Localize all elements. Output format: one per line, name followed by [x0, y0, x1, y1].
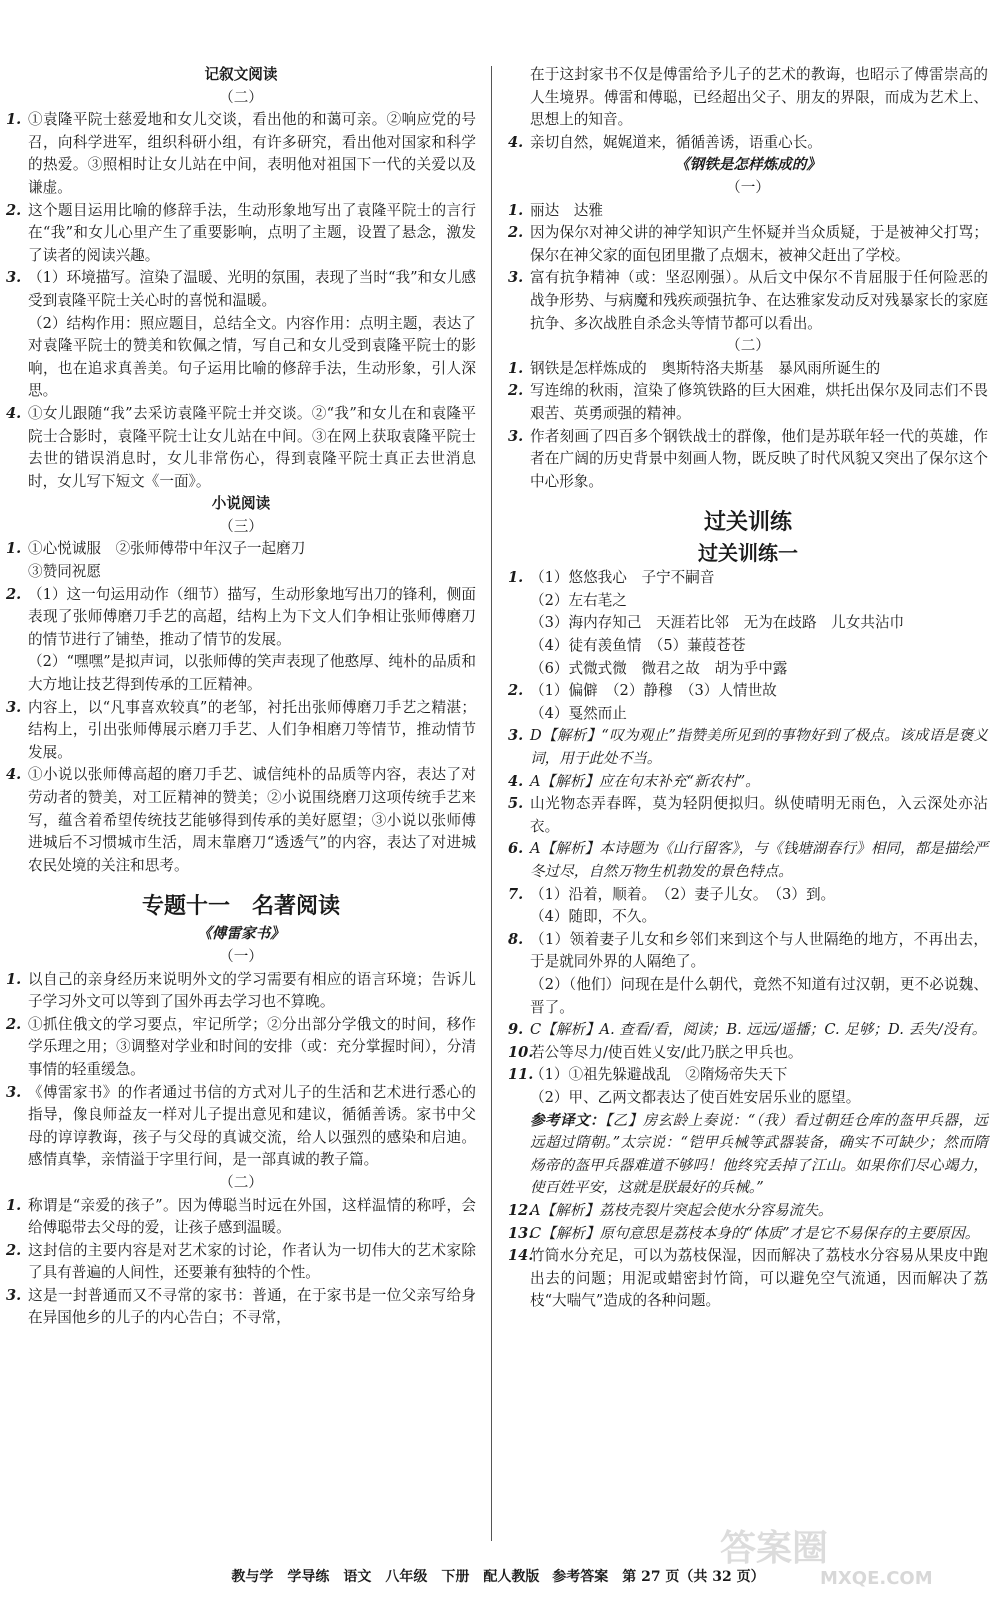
item-number: 10. [508, 1043, 534, 1061]
item-number: 4. [6, 404, 22, 422]
item-text: 这封信的主要内容是对艺术家的讨论，作者认为一切伟大的艺术家除了具有普遍的人间性，还要兼有独特的个性。 [28, 1241, 476, 1282]
section-sub: （二） [219, 88, 263, 106]
item-text: A【解析】荔枝壳裂片突起会使水分容易流失。 [530, 1201, 833, 1219]
footer-page-info: 参考答案 第 27 页（共 32 页） [552, 1569, 765, 1585]
section-sub: （二） [219, 1173, 263, 1191]
item-text: （1）①祖先躲避战乱 ②隋炀帝失天下 [530, 1066, 788, 1084]
answer-item [508, 680, 988, 703]
item-number: 3. [6, 1083, 22, 1101]
item-text: 若公等尽力/使百姓乂安/此乃朕之甲兵也。 [530, 1043, 803, 1061]
item-text: 写连绵的秋雨，渲染了修筑铁路的巨大困难，烘托出保尔及同志们不畏艰苦、英勇顽强的精神。 [530, 382, 988, 422]
item-continuation: 在于这封家书不仅是傅雷给予儿子的艺术的教诲，也昭示了傅雷崇高的人生境界。傅雷和傅聪，已经超出父子、朋友的界限，而成为艺术上、思想上的知音。 [530, 66, 988, 129]
item-number: 1. [6, 111, 22, 129]
item-text: 作者刻画了四百多个钢铁战士的群像，他们是苏联年轻一代的英雄，作者在广阔的历史背景中刻画人物，既反映了时代风貌又突出了保尔这个中心形象。 [530, 427, 988, 490]
item-text: 《傅雷家书》的作者通过书信的方式对儿子的生活和艺术进行悉心的指导，像良师益友一样对儿子提出意见和建议，循循善诱。家书中父母的谆谆教诲，孩子与父母的真诚交流，给人以强烈的感染和启迪。感情真挚，亲情溢于字里行间，是一部真诚的教子篇。 [28, 1083, 476, 1169]
reference-translation [508, 1110, 988, 1200]
translation-text: 【乙】房玄龄上奏说：“（我）看过朝廷仓库的盔甲兵器，远远超过隋朝。”太宗说：“铠甲兵械等武器装备，确实不可缺少；然而隋炀帝的盔甲兵器难道不够吗！他终究丢掉了江山。如果你们尽心竭力，使百姓平安，这就是朕最好的兵械。” [530, 1111, 988, 1197]
item-number: 1. [508, 569, 524, 587]
item-number: 4. [6, 766, 22, 784]
item-text: ①抓住俄文的学习要点，牢记所学；②分出部分学俄文的时间，移作学乐理之用；③调整对学业和时间的安排（或：充分掌握时间），分清事情的轻重缓急。 [28, 1015, 476, 1078]
answer-item [6, 969, 476, 1014]
item-number: 4. [508, 133, 524, 151]
item-number: 1. [508, 201, 524, 219]
item-number: 1. [6, 540, 22, 558]
item-number: 2. [508, 224, 524, 242]
item-text: 这个题目运用比喻的修辞手法，生动形象地写出了袁隆平院士的言行在“我”和女儿心里产生了重要影响，点明了主题，设置了悬念，激发了读者的阅读兴趣。 [28, 201, 476, 264]
watermark-logo: 答案圈 [720, 1528, 829, 1569]
item-number: 3. [508, 427, 524, 445]
answer-item [508, 426, 988, 494]
item-number: 1. [6, 1196, 22, 1214]
book-title: 《钢铁是怎样炼成的》 [675, 156, 821, 174]
answer-item [508, 929, 988, 974]
item-continuation: （4）戛然而止 [530, 704, 627, 722]
answer-item [508, 771, 988, 794]
item-continuation: （2）结构作用：照应题目，总结全文。内容作用：点明主题，表达了对袁隆平院士的赞美和钦佩之情，写自己和女儿受到袁隆平院士的影响，也在追求真善美。句子运用比喻的修辞手法，生动形象，引人深思。 [28, 314, 476, 400]
answer-item [508, 1245, 988, 1313]
answer-item [508, 132, 988, 155]
column-divider [491, 66, 492, 1541]
item-continuation: （2）（他们）问现在是什么朝代，竟然不知道有过汉朝，更不必说魏、晋了。 [530, 975, 988, 1016]
right-column [508, 64, 988, 1313]
answer-item [508, 267, 988, 335]
training-subtitle: 过关训练一 [698, 541, 798, 566]
item-number: 9. [508, 1021, 524, 1039]
item-number: 3. [6, 698, 22, 716]
answer-item [6, 403, 476, 493]
page-footer [0, 1566, 996, 1586]
answer-item [508, 1019, 988, 1042]
item-text: （1）悠悠我心 子宁不嗣音 [530, 569, 715, 587]
item-continuation: ③赞同祝愿 [28, 563, 101, 581]
item-number: 6. [508, 840, 524, 858]
item-text: D【解析】“叹为观止”指赞美所见到的事物好到了极点。该成语是褒义词，用于此处不当。 [530, 727, 988, 768]
item-text: （1）领着妻子儿女和乡邻们来到这个与人世隔绝的地方，不再出去，于是就同外界的人隔绝了。 [530, 930, 988, 971]
answer-item [508, 1064, 988, 1087]
item-number: 2. [6, 201, 22, 219]
item-text: 内容上，以“凡事喜欢较真”的老邹，衬托出张师傅磨刀手艺之精湛；结构上，引出张师傅展示磨刀手艺、人们争相磨刀等情节，推动情节发展。 [28, 698, 476, 761]
item-text: ①袁隆平院士慈爱地和女儿交谈，看出他的和蔼可亲。②响应党的号召，向科学进军，组织科研小组，有许多研究，看出他对国家和科学的热爱。③照相时让女儿站在中间，表明他对祖国下一代的关爱以及谦虚。 [28, 111, 476, 196]
answer-item [508, 838, 988, 883]
item-number: 2. [508, 382, 524, 400]
item-text: （1）偏僻 （2）静穆 （3）人情世故 [530, 682, 777, 700]
translation-label: 参考译文： [530, 1111, 606, 1129]
answer-item [508, 884, 988, 907]
section-sub: （一） [726, 178, 770, 196]
answer-item [6, 1014, 476, 1082]
item-number: 3. [508, 727, 524, 745]
answer-item [508, 1223, 988, 1246]
book-title: 《傅雷家书》 [197, 925, 285, 943]
item-text: （1）这一句运用动作（细节）描写，生动形象地写出刀的锋利，侧面表现了张师傅磨刀手艺的高超，结构上为下文人们争相让张师傅磨刀的情节进行了铺垫，推动了情节的发展。 [28, 585, 476, 648]
item-text: A【解析】应在句末补充“新农村”。 [530, 772, 760, 790]
answer-item [6, 764, 476, 877]
item-number: 2. [6, 585, 22, 603]
item-continuation: （4）随即，不久。 [530, 908, 657, 926]
item-text: ①小说以张师傅高超的磨刀手艺、诚信纯朴的品质等内容，表达了对劳动者的赞美，对工匠精神的赞美；②小说围绕磨刀这项传统手艺来写，蕴含着希望传统技艺能够得到传承的美好愿望；③小说以张师傅进城后不习惯城市生活，周末靠磨刀“透透气”的内容，表达了对进城农民处境的关注和思考。 [28, 766, 476, 874]
answer-item [6, 267, 476, 312]
answer-item [6, 109, 476, 199]
item-text: ①心悦诚服 ②张师傅带中年汉子一起磨刀 [28, 540, 306, 558]
answer-item [508, 200, 988, 223]
item-text: 富有抗争精神（或：坚忍刚强）。从后文中保尔不肯屈服于任何险恶的战争形势、与病魔和残疾顽强抗争、在达雅家发动反对残暴家长的家庭抗争、多次战胜自杀念头等情节都可以看出。 [530, 269, 988, 332]
item-continuation: （3）海内存知己 天涯若比邻 无为在歧路 儿女共沾巾 [530, 614, 905, 632]
section-sub: （二） [726, 337, 770, 355]
item-continuation: （2）甲、乙两文都表达了使百姓安居乐业的愿望。 [530, 1088, 861, 1106]
item-number: 1. [508, 359, 524, 377]
answer-item [508, 358, 988, 381]
item-text: （1）沿着，顺着。 （2）妻子儿女。 （3）到。 [530, 885, 836, 903]
answer-item [508, 380, 988, 425]
answer-item [508, 222, 988, 267]
item-number: 11. [508, 1066, 534, 1084]
item-number: 3. [6, 269, 22, 287]
answer-item [508, 1200, 988, 1223]
item-number: 3. [508, 269, 524, 287]
watermark-url: MXQE.COM [820, 1568, 933, 1589]
answer-item [508, 793, 988, 838]
section-title-novel: 小说阅读 [211, 495, 271, 513]
answer-item [6, 538, 476, 561]
section-sub: （一） [219, 947, 263, 965]
item-text: 因为保尔对神父讲的神学知识产生怀疑并当众质疑，于是被神父打骂；保尔在神父家的面包团里撒了点烟末，被神父赶出了学校。 [530, 224, 988, 264]
item-text: C【解析】A. 查看/看，阅读；B. 远远/遥播；C. 足够；D. 丢失/没有。 [530, 1021, 987, 1039]
item-number: 2. [508, 682, 524, 700]
item-text: 山光物态弄春晖，莫为轻阴便拟归。纵使晴明无雨色，入云深处亦沾衣。 [530, 795, 988, 835]
item-number: 5. [508, 795, 524, 813]
topic-title: 专题十一 名著阅读 [141, 894, 340, 920]
item-number: 7. [508, 885, 524, 903]
answer-item [508, 1042, 988, 1065]
item-text: 丽达 达雅 [530, 201, 603, 219]
item-continuation: （2）“嘿嘿”是拟声词，以张师傅的笑声表现了他憨厚、纯朴的品质和大方地让技艺得到传承的工匠精神。 [28, 653, 476, 694]
item-continuation: （4）徒有羡鱼情 （5）蒹葭苍苍 [530, 637, 746, 655]
footer-series: 教与学 学导练 语文 八年级 下册 配人教版 [231, 1569, 540, 1585]
answer-item [508, 567, 988, 590]
item-continuation: （2）左右芼之 [530, 591, 627, 609]
answer-item [508, 725, 988, 770]
left-column [6, 64, 476, 1330]
item-number: 4. [508, 772, 524, 790]
item-continuation: （6）式微式微 微君之故 胡为乎中露 [530, 659, 788, 677]
item-text: （1）环境描写。渲染了温暖、光明的氛围，表现了当时“我”和女儿感受到袁隆平院士关心时的喜悦和温暖。 [28, 269, 476, 309]
answer-item [6, 200, 476, 268]
training-title: 过关训练 [703, 510, 792, 536]
section-sub: （三） [219, 517, 263, 535]
item-text: 亲切自然，娓娓道来，循循善诱，语重心长。 [530, 133, 822, 151]
item-number: 2. [6, 1241, 22, 1259]
item-number: 13. [508, 1224, 534, 1242]
answer-item [6, 1240, 476, 1285]
item-text: 称谓是“亲爱的孩子”。因为傅聪当时远在外国，这样温情的称呼，会给傅聪带去父母的爱，让孩子感到温暖。 [28, 1196, 476, 1237]
item-text: 以自己的亲身经历来说明外文的学习需要有相应的语言环境；告诉儿子学习外文可以等到了国外再去学习也不算晚。 [28, 970, 476, 1011]
item-text: 这是一封普通而又不寻常的家书：普通，在于家书是一位父亲写给身在异国他乡的儿子的内心告白；不寻常， [28, 1286, 476, 1327]
answer-item [6, 584, 476, 652]
answer-item [6, 697, 476, 765]
item-text: ①女儿跟随“我”去采访袁隆平院士并交谈。②“我”和女儿在和袁隆平院士合影时，袁隆平院士让女儿站在中间。③在网上获取袁隆平院士去世的错误消息时，女儿非常伤心，得到袁隆平院士真正去世消息时，女儿写下短文《一面》。 [28, 404, 476, 490]
item-number: 2. [6, 1015, 22, 1033]
section-title-narrative: 记叙文阅读 [204, 66, 278, 83]
item-text: A【解析】本诗题为《山行留客》，与《钱塘湖春行》相同，都是描绘严冬过尽，自然万物生机勃发的景色特点。 [530, 840, 988, 880]
answer-item [6, 1285, 476, 1330]
item-text: 钢铁是怎样炼成的 奥斯特洛夫斯基 暴风雨所诞生的 [530, 359, 881, 377]
item-text: 竹筒水分充足，可以为荔枝保湿，因而解决了荔枝水分容易从果皮中跑出去的问题；用泥或蜡密封竹筒，可以避免空气流通，因而解决了荔枝“大喘气”造成的各种问题。 [530, 1247, 988, 1310]
item-number: 8. [508, 930, 524, 948]
item-text: C【解析】原句意思是荔枝本身的“体质”才是它不易保存的主要原因。 [530, 1224, 980, 1242]
item-number: 3. [6, 1286, 22, 1304]
answer-item [6, 1082, 476, 1172]
answer-item [6, 1195, 476, 1240]
item-number: 1. [6, 970, 22, 988]
item-number: 14. [508, 1247, 534, 1265]
item-number: 12. [508, 1201, 534, 1219]
